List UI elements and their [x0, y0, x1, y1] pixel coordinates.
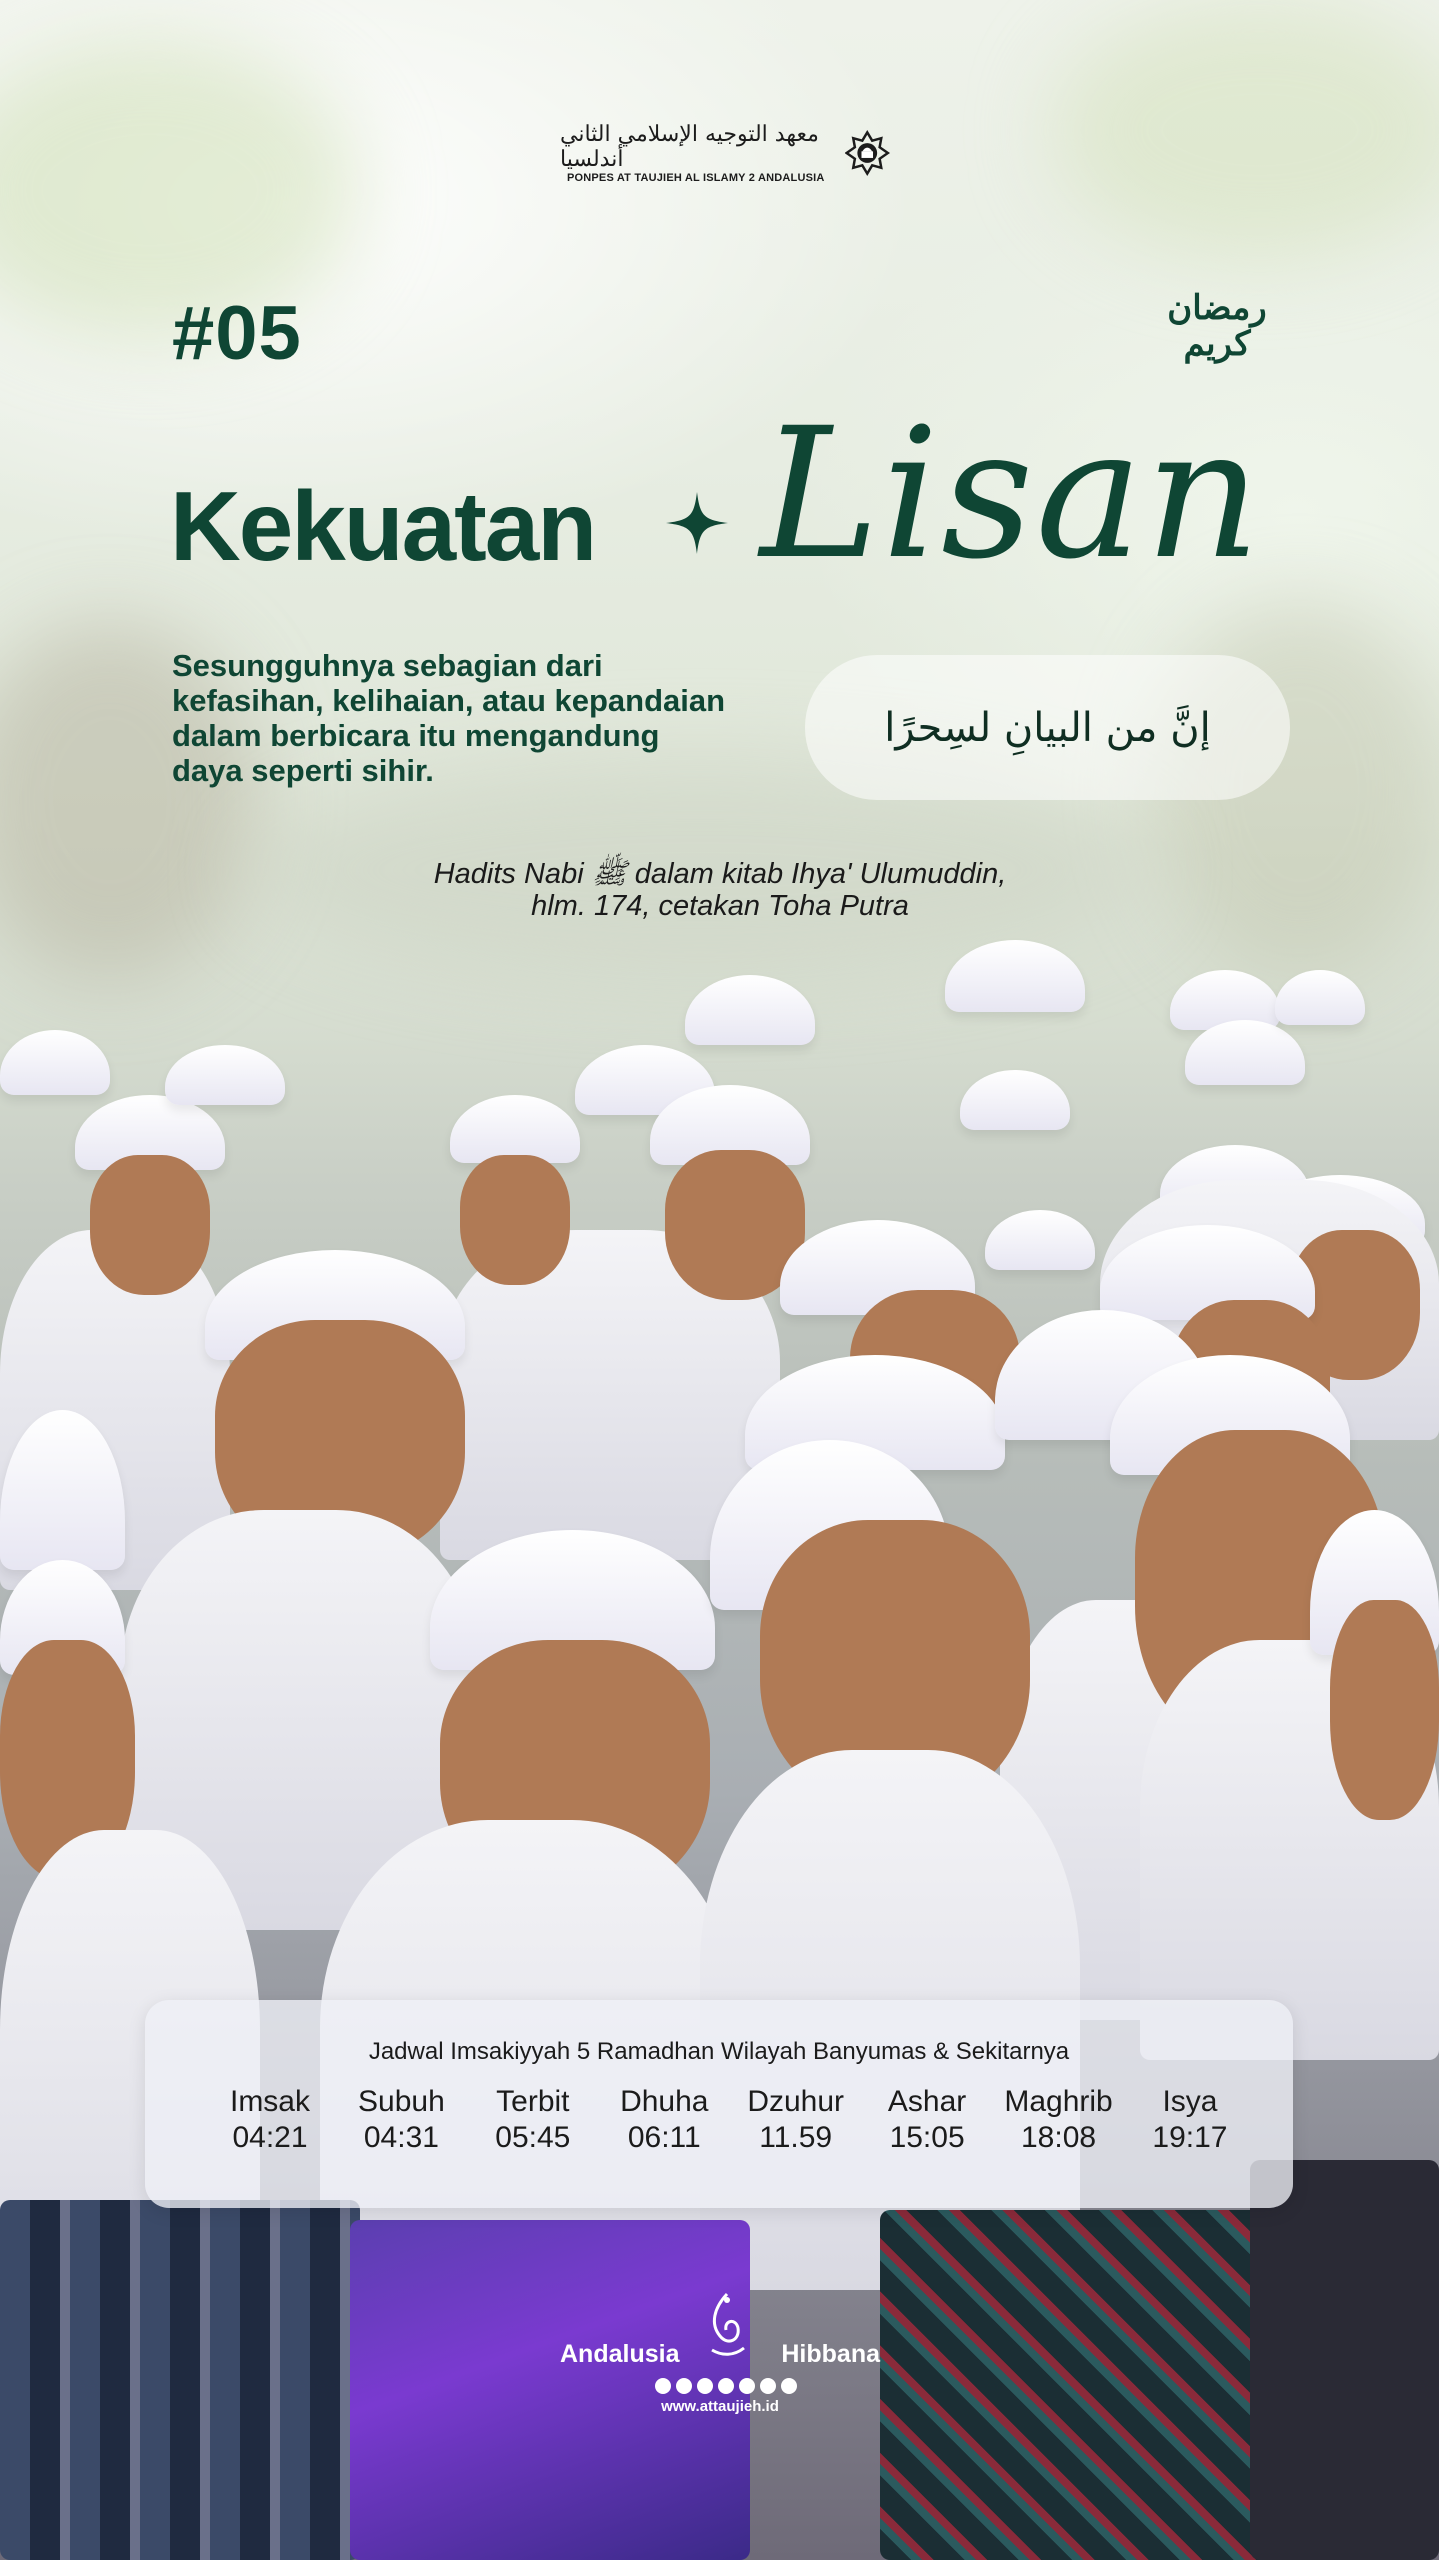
student-face [90, 1155, 210, 1295]
source-line1: Hadits Nabi ﷺ dalam kitab Ihya' Ulumuddin, [433, 858, 1007, 890]
institution-name [560, 122, 831, 184]
time-dhuha [609, 2084, 719, 2156]
title-lisan-script: Lisan [760, 390, 1263, 599]
kopiah-cap [1170, 970, 1280, 1030]
time-label: Maghrib [1004, 2085, 1113, 2118]
institution-latin: PONPES AT TAUJIEH AL ISLAMY 2 ANDALUSIA [566, 172, 825, 184]
sarong [0, 2200, 360, 2560]
ramadan-text: رمضان [1167, 288, 1267, 328]
hadith-source [300, 858, 1140, 922]
time-maghrib [1004, 2084, 1114, 2156]
time-label: Imsak [229, 2085, 310, 2118]
time-label: Ashar [887, 2085, 967, 2118]
arabic-quote: إنَّ من البيانِ لسِحرًا [884, 704, 1211, 751]
kopiah-cap [1275, 970, 1365, 1025]
time-value: 18:08 [1020, 2121, 1097, 2154]
source-line2: hlm. 174, cetakan Toha Putra [531, 890, 909, 922]
x-icon[interactable] [718, 2378, 734, 2394]
sarong [1250, 2160, 1439, 2560]
tiktok-icon[interactable] [676, 2378, 692, 2394]
time-value: 04:31 [363, 2121, 439, 2154]
arabic-quote-pill [805, 655, 1290, 800]
time-value: 15:05 [889, 2121, 965, 2154]
imsakiyyah-schedule [145, 2000, 1293, 2208]
sarong [880, 2210, 1280, 2560]
time-value: 19:17 [1152, 2121, 1228, 2154]
time-terbit [478, 2084, 588, 2156]
brand-andalusia: Andalusia [560, 2340, 680, 2368]
time-imsak [215, 2084, 325, 2156]
time-value: 04:21 [232, 2121, 308, 2154]
time-label: Terbit [496, 2085, 570, 2118]
website-url[interactable]: www.attaujieh.id [661, 2398, 779, 2415]
kopiah-cap [960, 1070, 1070, 1130]
ramadan-kareem-badge [1162, 290, 1272, 380]
time-value: 06:11 [627, 2121, 701, 2154]
prayer-times [215, 2084, 1245, 2156]
schedule-title: Jadwal Imsakiyyah 5 Ramadhan Wilayah Banyumas & Sekitarnya [368, 2038, 1070, 2065]
globe-icon[interactable] [655, 2378, 671, 2394]
time-label: Subuh [358, 2085, 445, 2118]
time-value: 11.59 [759, 2121, 833, 2154]
youtube-icon[interactable] [697, 2378, 713, 2394]
mosque-star-emblem-icon [845, 126, 890, 180]
footer-brand [560, 2290, 880, 2420]
kopiah-cap [165, 1045, 285, 1105]
time-label: Isya [1162, 2085, 1218, 2118]
brand-hibbana: Hibbana [781, 2340, 880, 2368]
student-face [460, 1155, 570, 1285]
social-icons [655, 2378, 797, 2394]
time-subuh [346, 2084, 456, 2156]
quote-translation: Sesungguhnya sebagian dari kefasihan, kelihaian, atau kepandaian dalam berbicara itu mengandung daya seperti sihir. [172, 648, 726, 788]
institution-arabic: معهد التوجيه الإسلامي الثاني أندلسيا [560, 122, 819, 172]
kopiah-cap [945, 940, 1085, 1012]
episode-number: #05 [172, 291, 302, 376]
time-label: Dzuhur [747, 2085, 845, 2118]
brand-names [560, 2340, 880, 2369]
instagram-icon[interactable] [760, 2378, 776, 2394]
time-label: Dhuha [620, 2085, 709, 2118]
time-dzuhur [741, 2084, 851, 2156]
kopiah-cap [0, 1030, 110, 1095]
title-kekuatan: Kekuatan [170, 471, 596, 581]
time-ashar [872, 2084, 982, 2156]
time-value: 05:45 [495, 2121, 571, 2154]
kareem-text: كريم [1183, 324, 1251, 364]
kopiah-cap [685, 975, 815, 1045]
kopiah-cap [985, 1210, 1095, 1270]
institution-logo [560, 118, 890, 188]
student-face [1330, 1600, 1439, 1820]
time-isya [1135, 2084, 1245, 2156]
foliage-blur [1050, 0, 1439, 260]
kopiah-cap [450, 1095, 580, 1163]
four-point-star-icon [666, 492, 728, 554]
facebook-icon[interactable] [739, 2378, 755, 2394]
email-icon[interactable] [781, 2378, 797, 2394]
